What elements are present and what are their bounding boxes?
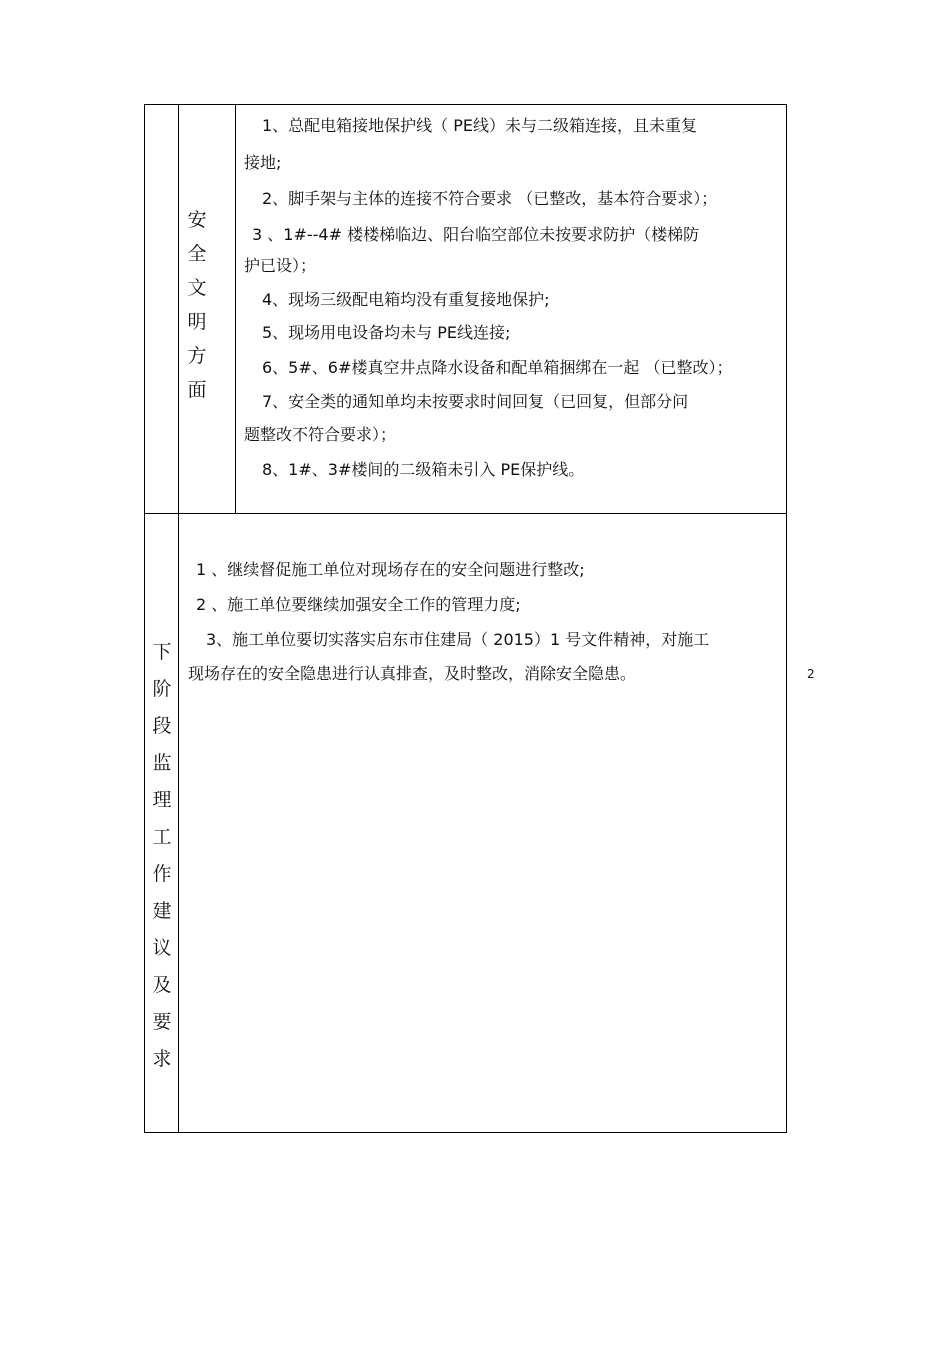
label-char: 作 bbox=[152, 863, 172, 885]
label-char: 安 bbox=[187, 209, 207, 231]
label-char: 及 bbox=[152, 974, 172, 996]
safety-item-4: 4、现场三级配电箱均没有重复接地保护; bbox=[262, 290, 550, 309]
safety-item-7: 7、安全类的通知单均未按要求时间回复（已回复，但部分问 bbox=[262, 392, 689, 411]
safety-item-8: 8、1#、3#楼间的二级箱未引入 PE保护线。 bbox=[262, 460, 585, 479]
section-divider bbox=[144, 513, 787, 514]
page-number: 2 bbox=[807, 667, 815, 681]
safety-item-3: 3 、1#--4# 楼楼梯临边、阳台临空部位未按要求防护（楼梯防 bbox=[252, 225, 700, 244]
label-char: 明 bbox=[187, 311, 207, 333]
label-char: 文 bbox=[187, 277, 207, 299]
label-char: 理 bbox=[152, 789, 172, 811]
safety-section-label bbox=[182, 205, 212, 402]
recommendation-3-cont: 现场存在的安全隐患进行认真排查，及时整改，消除安全隐患。 bbox=[188, 664, 637, 683]
label-char: 阶 bbox=[152, 678, 172, 700]
label-char: 监 bbox=[152, 752, 172, 774]
table-bottom-border bbox=[144, 1132, 787, 1133]
table-right-border bbox=[786, 104, 787, 1133]
recommendation-2: 2 、施工单位要继续加强安全工作的管理力度; bbox=[196, 595, 521, 614]
safety-item-3-cont: 护已设）； bbox=[244, 256, 317, 275]
label-char: 工 bbox=[152, 826, 172, 848]
label-char: 段 bbox=[152, 715, 172, 737]
label-char: 建 bbox=[152, 900, 172, 922]
label-char: 议 bbox=[152, 937, 172, 959]
label-column-divider bbox=[178, 104, 179, 1133]
safety-item-1: 1、总配电箱接地保护线（ PE线）未与二级箱连接，且未重复 bbox=[262, 116, 698, 135]
safety-item-6: 6、5#、6#楼真空井点降水设备和配单箱捆绑在一起 （已整改）； bbox=[262, 358, 733, 377]
recommendation-1: 1 、继续督促施工单位对现场存在的安全问题进行整改; bbox=[196, 560, 585, 579]
table-top-border bbox=[144, 104, 787, 105]
label-char: 方 bbox=[187, 345, 207, 367]
label-char: 要 bbox=[152, 1011, 172, 1033]
safety-item-1-cont: 接地; bbox=[244, 153, 282, 172]
label-char: 全 bbox=[187, 243, 207, 265]
label-char: 求 bbox=[152, 1048, 172, 1070]
label-char: 下 bbox=[152, 641, 172, 663]
content-column-divider bbox=[235, 104, 236, 514]
recommendation-3: 3、施工单位要切实落实启东市住建局（ 2015）1 号文件精神，对施工 bbox=[206, 630, 710, 649]
label-char: 面 bbox=[187, 379, 207, 401]
safety-item-2: 2、脚手架与主体的连接不符合要求 （已整改，基本符合要求）； bbox=[262, 189, 718, 208]
safety-item-7-cont: 题整改不符合要求）； bbox=[244, 425, 397, 444]
safety-item-5: 5、现场用电设备均未与 PE线连接; bbox=[262, 323, 511, 342]
next-stage-section-label bbox=[147, 637, 177, 1071]
table-left-border bbox=[144, 104, 145, 1133]
